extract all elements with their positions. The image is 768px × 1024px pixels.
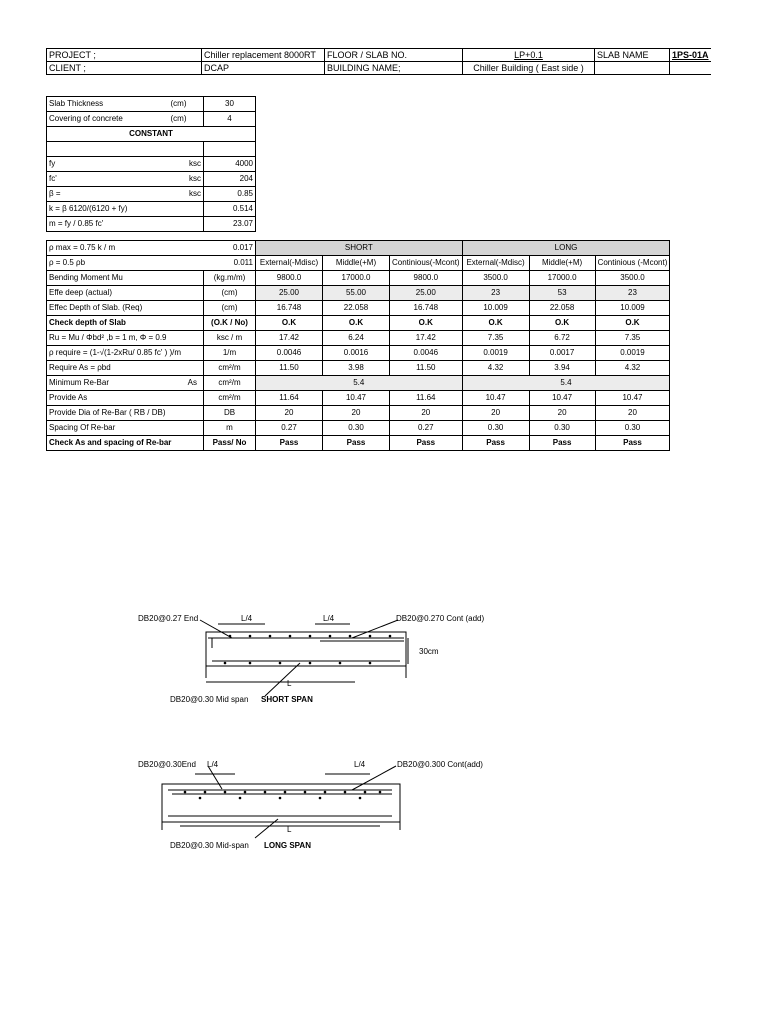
calc-row-unit: (cm) bbox=[204, 301, 256, 316]
long-rebar-dots bbox=[184, 791, 382, 800]
calc-cell: 0.27 bbox=[256, 421, 323, 436]
constant-unit: ksc bbox=[169, 157, 204, 172]
calc-row-unit: (cm) bbox=[204, 286, 256, 301]
calc-cell: 17000.0 bbox=[529, 271, 595, 286]
calc-cell: 25.00 bbox=[390, 286, 463, 301]
calc-cell: 0.0046 bbox=[390, 346, 463, 361]
constant-title: CONSTANT bbox=[47, 127, 256, 142]
calc-row bbox=[47, 316, 670, 331]
calc-cell: 10.47 bbox=[462, 391, 529, 406]
short-span-diagram bbox=[130, 608, 530, 718]
calc-row-unit: ksc / m bbox=[204, 331, 256, 346]
constant-label: m = fy / 0.85 fc' bbox=[47, 217, 204, 232]
column-header-row bbox=[47, 256, 670, 271]
calc-row-unit: cm²/m bbox=[204, 361, 256, 376]
calc-cell: 0.30 bbox=[529, 421, 595, 436]
calc-row-unit: m bbox=[204, 421, 256, 436]
constant-value: 204 bbox=[204, 172, 256, 187]
calc-cell: 3.94 bbox=[529, 361, 595, 376]
slab-thickness-row bbox=[47, 97, 256, 112]
long-mid-label: DB20@0.30 Mid-span bbox=[170, 841, 249, 850]
column-header: Middle(+M) bbox=[529, 256, 595, 271]
calc-row-label: Check depth of Slab bbox=[47, 316, 204, 331]
short-span-label: L bbox=[287, 679, 292, 688]
long-cont-leader bbox=[352, 766, 396, 790]
constant-label: fc' bbox=[47, 172, 169, 187]
calc-cell: 3.98 bbox=[323, 361, 390, 376]
short-header: SHORT bbox=[256, 241, 463, 256]
short-mid-label: DB20@0.30 Mid span bbox=[170, 695, 249, 704]
calc-cell: O.K bbox=[462, 316, 529, 331]
calc-cell: Pass bbox=[323, 436, 390, 451]
slab-name-value: 1PS-01A bbox=[670, 49, 711, 62]
calc-cell: 10.009 bbox=[595, 301, 670, 316]
calc-body bbox=[47, 271, 670, 451]
calc-row bbox=[47, 391, 670, 406]
calc-cell: 10.47 bbox=[595, 391, 670, 406]
calc-cell: 4.32 bbox=[462, 361, 529, 376]
short-end-leader bbox=[200, 620, 232, 638]
short-cont-leader bbox=[352, 620, 398, 638]
header-empty-cell bbox=[595, 62, 670, 75]
calc-cell: 22.058 bbox=[529, 301, 595, 316]
calc-cell: 3500.0 bbox=[462, 271, 529, 286]
calc-cell: 11.64 bbox=[256, 391, 323, 406]
calc-cell: 20 bbox=[529, 406, 595, 421]
calc-cell: 20 bbox=[323, 406, 390, 421]
header-empty-cell bbox=[670, 62, 711, 75]
calc-cell: 17.42 bbox=[256, 331, 323, 346]
min-rebar-unit: cm²/m bbox=[204, 376, 256, 391]
constant-title-row bbox=[47, 127, 256, 142]
calc-cell: 0.0019 bbox=[595, 346, 670, 361]
calc-row-label: Check As and spacing of Re-bar bbox=[47, 436, 204, 451]
calc-cell: O.K bbox=[323, 316, 390, 331]
header-table bbox=[46, 48, 711, 75]
constant-row bbox=[47, 157, 256, 172]
constant-unit: ksc bbox=[169, 172, 204, 187]
calc-cell: 20 bbox=[256, 406, 323, 421]
long-span-title: LONG SPAN bbox=[264, 841, 311, 850]
column-header: External(-Mdisc) bbox=[256, 256, 323, 271]
calc-cell: 7.35 bbox=[595, 331, 670, 346]
properties-table bbox=[46, 96, 256, 232]
floor-label: FLOOR / SLAB NO. bbox=[325, 49, 463, 62]
slab-thickness-label: Slab Thickness bbox=[47, 97, 169, 112]
calc-cell: 0.0046 bbox=[256, 346, 323, 361]
calc-row-label: Spacing Of Re-bar bbox=[47, 421, 204, 436]
calc-cell: Pass bbox=[390, 436, 463, 451]
calc-cell: 10.47 bbox=[323, 391, 390, 406]
column-header: External(-Mdisc) bbox=[462, 256, 529, 271]
calc-cell: 7.35 bbox=[462, 331, 529, 346]
blank-cell bbox=[204, 142, 256, 157]
calc-cell: 25.00 bbox=[256, 286, 323, 301]
constant-row bbox=[47, 187, 256, 202]
calc-row bbox=[47, 286, 670, 301]
constant-value: 23.07 bbox=[204, 217, 256, 232]
building-label: BUILDING NAME; bbox=[325, 62, 463, 75]
calc-row-unit: (O.K / No) bbox=[204, 316, 256, 331]
min-rebar-as: As bbox=[187, 378, 197, 387]
covering-row bbox=[47, 112, 256, 127]
column-header: Middle(+M) bbox=[323, 256, 390, 271]
short-end-label: DB20@0.27 End bbox=[138, 614, 199, 623]
long-end-label: DB20@0.30End bbox=[138, 760, 196, 769]
covering-label: Covering of concrete bbox=[47, 112, 169, 127]
calc-row bbox=[47, 301, 670, 316]
blank-cell bbox=[47, 142, 204, 157]
project-value: Chiller replacement 8000RT bbox=[202, 49, 325, 62]
column-header: Continious (-Mcont) bbox=[595, 256, 670, 271]
calculation-table bbox=[46, 240, 670, 451]
calc-cell: 11.64 bbox=[390, 391, 463, 406]
min-rebar-text: Minimum Re-Bar bbox=[49, 378, 110, 387]
calc-row-unit: Pass/ No bbox=[204, 436, 256, 451]
slab-thickness-value: 30 bbox=[204, 97, 256, 112]
constant-value: 0.85 bbox=[204, 187, 256, 202]
constant-label: β = bbox=[47, 187, 169, 202]
calc-cell: 11.50 bbox=[390, 361, 463, 376]
constant-label: ρ = 0.5 ρb bbox=[47, 256, 256, 271]
calc-cell: 16.748 bbox=[256, 301, 323, 316]
calc-cell: 0.27 bbox=[390, 421, 463, 436]
calc-cell: 10.009 bbox=[462, 301, 529, 316]
calc-cell: Pass bbox=[256, 436, 323, 451]
calc-cell: O.K bbox=[529, 316, 595, 331]
constant-label: ρ max = 0.75 k / m bbox=[47, 241, 256, 256]
long-l4-left: L/4 bbox=[207, 760, 219, 769]
long-cont-label: DB20@0.300 Cont(add) bbox=[397, 760, 483, 769]
min-rebar-label bbox=[47, 376, 204, 391]
calc-cell: 9800.0 bbox=[256, 271, 323, 286]
covering-value: 4 bbox=[204, 112, 256, 127]
floor-value: LP+0.1 bbox=[463, 49, 595, 62]
span-header-row bbox=[47, 241, 670, 256]
covering-unit: (cm) bbox=[169, 112, 204, 127]
long-end-leader bbox=[208, 766, 222, 789]
building-value: Chiller Building ( East side ) bbox=[463, 62, 595, 75]
calc-cell: 16.748 bbox=[390, 301, 463, 316]
slab-thickness-unit: (cm) bbox=[169, 97, 204, 112]
calc-row bbox=[47, 406, 670, 421]
calc-row bbox=[47, 361, 670, 376]
calc-cell: 17.42 bbox=[390, 331, 463, 346]
client-value: DCAP bbox=[202, 62, 325, 75]
calc-cell: 3500.0 bbox=[595, 271, 670, 286]
rho-value: 0.011 bbox=[233, 258, 253, 267]
calc-cell: 0.0017 bbox=[529, 346, 595, 361]
calc-row-label: Effec Depth of Slab. (Req) bbox=[47, 301, 204, 316]
calc-cell: 0.0016 bbox=[323, 346, 390, 361]
calc-row-label: Provide As bbox=[47, 391, 204, 406]
constant-label: fy bbox=[47, 157, 169, 172]
short-mid-leader bbox=[265, 663, 300, 696]
min-rebar-long: 5.4 bbox=[462, 376, 670, 391]
calc-row-unit: cm²/m bbox=[204, 391, 256, 406]
calc-cell: O.K bbox=[390, 316, 463, 331]
calc-row-label: Effe deep (actual) bbox=[47, 286, 204, 301]
long-span-label: L bbox=[287, 825, 292, 834]
calc-cell: 22.058 bbox=[323, 301, 390, 316]
calc-row bbox=[47, 421, 670, 436]
calc-cell: 0.30 bbox=[595, 421, 670, 436]
calc-cell: 23 bbox=[462, 286, 529, 301]
calc-cell: 53 bbox=[529, 286, 595, 301]
calc-cell: Pass bbox=[529, 436, 595, 451]
column-header: Continious(-Mcont) bbox=[390, 256, 463, 271]
constant-row bbox=[47, 217, 256, 232]
calc-row bbox=[47, 436, 670, 451]
calc-row bbox=[47, 271, 670, 286]
client-label: CLIENT ; bbox=[47, 62, 202, 75]
calc-row-label: Ru = Mu / Φbd² ,b = 1 m, Φ = 0.9 bbox=[47, 331, 204, 346]
short-span-title: SHORT SPAN bbox=[261, 695, 313, 704]
calc-cell: 4.32 bbox=[595, 361, 670, 376]
calc-cell: O.K bbox=[256, 316, 323, 331]
calc-cell: Pass bbox=[595, 436, 670, 451]
long-span-diagram bbox=[130, 754, 530, 859]
calc-cell: 23 bbox=[595, 286, 670, 301]
calc-cell: 0.30 bbox=[462, 421, 529, 436]
project-label: PROJECT ; bbox=[47, 49, 202, 62]
calc-cell: 20 bbox=[595, 406, 670, 421]
calc-row-unit: (kg.m/m) bbox=[204, 271, 256, 286]
calc-row-label: Require As = ρbd bbox=[47, 361, 204, 376]
long-l4-right: L/4 bbox=[354, 760, 366, 769]
min-rebar-row bbox=[47, 376, 670, 391]
short-l4-right: L/4 bbox=[323, 614, 335, 623]
calc-cell: 9800.0 bbox=[390, 271, 463, 286]
min-rebar-short: 5.4 bbox=[256, 376, 463, 391]
slab-name-label: SLAB NAME bbox=[595, 49, 670, 62]
blank-row bbox=[47, 142, 256, 157]
calc-cell: Pass bbox=[462, 436, 529, 451]
calc-cell: 20 bbox=[390, 406, 463, 421]
short-thickness: 30cm bbox=[419, 647, 439, 656]
calc-cell: 6.24 bbox=[323, 331, 390, 346]
constant-row bbox=[47, 202, 256, 217]
calc-cell: 20 bbox=[462, 406, 529, 421]
calc-cell: O.K bbox=[595, 316, 670, 331]
short-cont-label: DB20@0.270 Cont (add) bbox=[396, 614, 485, 623]
constant-value: 4000 bbox=[204, 157, 256, 172]
calc-cell: 0.0019 bbox=[462, 346, 529, 361]
calc-cell: 55.00 bbox=[323, 286, 390, 301]
long-header: LONG bbox=[462, 241, 670, 256]
calc-cell: 11.50 bbox=[256, 361, 323, 376]
calc-row-label: ρ require = (1-√(1-2xRu/ 0.85 fc' ) )/m bbox=[47, 346, 204, 361]
short-l4-left: L/4 bbox=[241, 614, 253, 623]
calc-cell: 6.72 bbox=[529, 331, 595, 346]
constant-value: 0.514 bbox=[204, 202, 256, 217]
constant-label: k = β 6120/(6120 + fy) bbox=[47, 202, 204, 217]
calc-cell: 0.30 bbox=[323, 421, 390, 436]
calc-cell: 10.47 bbox=[529, 391, 595, 406]
calc-cell: 17000.0 bbox=[323, 271, 390, 286]
calc-row bbox=[47, 346, 670, 361]
constant-unit: ksc bbox=[169, 187, 204, 202]
calc-row-label: Bending Moment Mu bbox=[47, 271, 204, 286]
constant-row bbox=[47, 172, 256, 187]
calc-row-label: Provide Dia of Re-Bar ( RB / DB) bbox=[47, 406, 204, 421]
calc-row-unit: DB bbox=[204, 406, 256, 421]
short-rebar-dots bbox=[224, 635, 392, 665]
rho-max-value: 0.017 bbox=[232, 243, 253, 252]
calc-row bbox=[47, 331, 670, 346]
calc-row-unit: 1/m bbox=[204, 346, 256, 361]
